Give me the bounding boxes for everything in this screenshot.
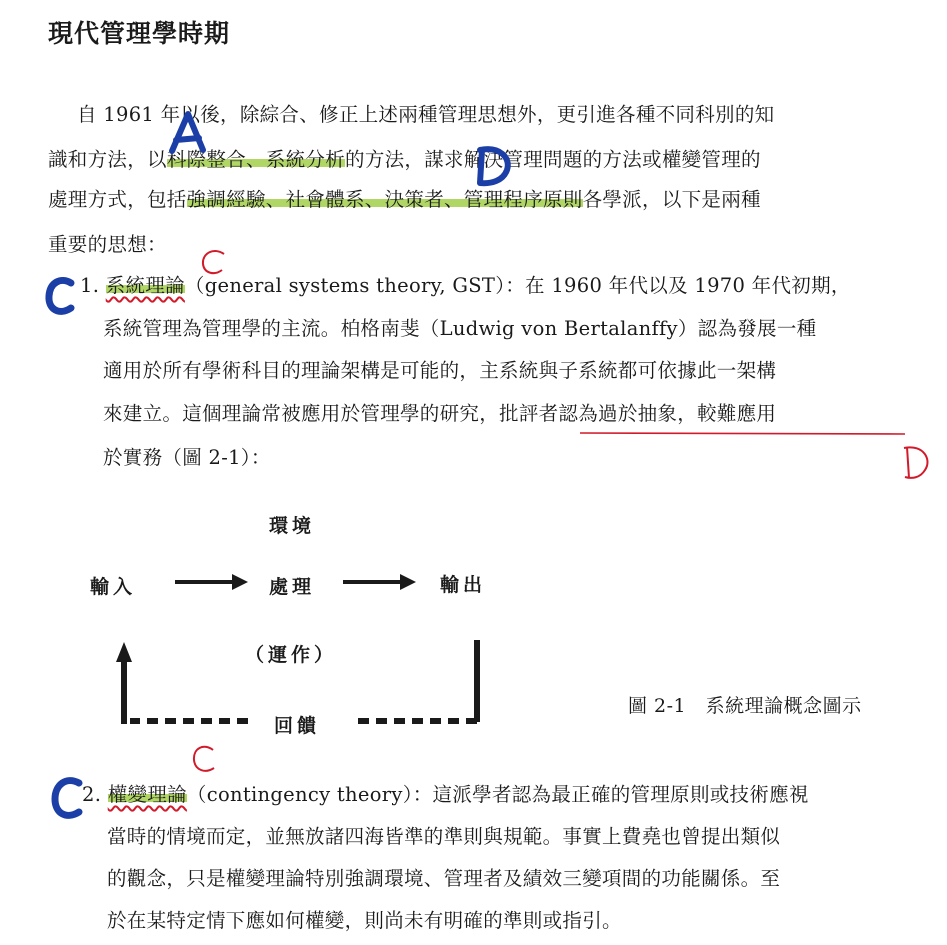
label-output: 輸出 [440,574,487,596]
term-contingency-theory: 權變理論 [107,783,187,806]
item1-line-5: 於實務（圖 2-1）： [103,446,271,469]
red-underline-critique [580,433,905,434]
highlight-interdisciplinary: 科際整合、系統分析 [166,148,346,171]
item2-line-2: 當時的情境而定，並無放諸四海皆準的準則與規範。事實上費堯也曾提出類似 [107,825,781,848]
figure-caption: 圖 2-1 系統理論概念圖示 [628,695,862,717]
intro-line-2-start: 識和方法，以 [48,148,167,171]
intro-line-3-start: 處理方式，包括 [48,188,187,211]
red-mark-c-2 [194,747,214,771]
label-environment: 環境 [269,515,316,537]
label-operation: （運作） [245,644,338,666]
blue-mark-c-1 [49,281,71,312]
item1-line-1-rest: （general systems theory, GST）：在 1960 年代以及 1970 年代初期， [184,274,851,297]
item2-number: 2. [82,783,102,806]
label-input: 輸入 [90,576,137,598]
item1-line-2: 系統管理為管理學的主流。柏格南斐（Ludwig von Bertalanffy）認為發展一種 [103,317,817,340]
arrow-process-output-head [400,574,416,590]
item2-line-1-rest: （contingency theory）：這派學者認為最正確的管理原則或技術應視 [186,783,809,806]
page-title: 現代管理學時期 [48,19,231,48]
critique-text: 批評者認為過於抽象，較難應用 [499,402,777,425]
intro-line-2-end: 的方法，謀求解決管理問題的方法或權變管理的 [345,148,761,171]
label-feedback: 回饋 [274,715,321,737]
item1-number: 1. [80,274,100,297]
item1-line-3: 適用於所有學術科目的理論架構是可能的，主系統與子系統都可依據此一架構 [103,359,777,382]
item1-line-4-start: 來建立。這個理論常被應用於管理學的研究， [103,402,500,425]
intro-line-3 [48,184,761,212]
label-process: 處理 [269,576,316,598]
item2-line-4: 於在某特定情下應如何權變，則尚未有明確的準則或指引。 [107,909,622,932]
feedback-arrow-head [116,642,132,662]
item2-line-1 [82,779,809,807]
item1-line-1 [80,270,851,298]
intro-line-4: 重要的思想： [48,233,167,256]
item2-line-3: 的觀念，只是權變理論特別強調環境、管理者及績效三變項間的功能關係。至 [107,867,781,890]
arrow-input-process-head [232,574,248,590]
intro-line-1: 自 1961 年以後，除綜合、修正上述兩種管理思想外，更引進各種不同科別的知 [77,103,775,126]
intro-line-3-end: 各學派，以下是兩種 [582,188,761,211]
item1-line-4 [103,398,776,426]
term-systems-theory: 系統理論 [105,274,185,297]
intro-line-2 [48,144,761,172]
red-mark-d [904,447,927,478]
highlight-schools: 強調經驗、社會體系、決策者、管理程序原則 [186,188,583,211]
blue-mark-c-2 [55,781,79,816]
